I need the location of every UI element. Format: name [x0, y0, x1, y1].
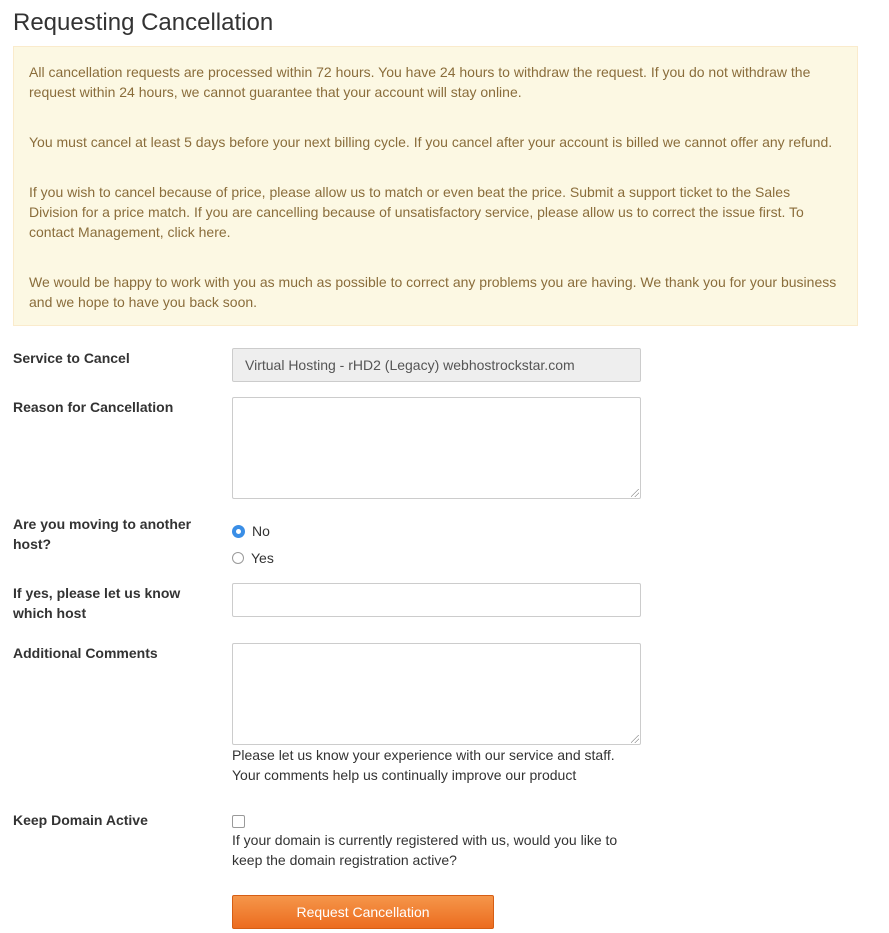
- service-label: Service to Cancel: [13, 350, 130, 366]
- comments-textarea[interactable]: [232, 643, 641, 745]
- keep-domain-checkbox[interactable]: [232, 815, 245, 828]
- which-host-label: If yes, please let us know which host: [13, 585, 181, 621]
- notice-paragraph-billing: You must cancel at least 5 days before your next billing cycle. If you cancel after your account is billed we cannot offer any refund.: [29, 134, 833, 150]
- radio-label-no: No: [252, 523, 270, 539]
- keep-domain-help-text: [232, 830, 652, 870]
- resize-grip-icon[interactable]: [631, 735, 639, 743]
- comments-label: Additional Comments: [13, 645, 158, 661]
- keep-domain-label: Keep Domain Active: [13, 812, 148, 828]
- which-host-input[interactable]: [232, 583, 641, 617]
- request-cancellation-button[interactable]: Request Cancellation: [232, 895, 494, 929]
- moving-host-label: Are you moving to another host?: [13, 516, 192, 552]
- radio-option-no[interactable]: [232, 521, 270, 541]
- comments-help-line-1: Please let us know your experience with our service and staff.: [232, 747, 615, 763]
- service-select[interactable]: Virtual Hosting - rHD2 (Legacy) webhostrockstar.com: [232, 348, 641, 382]
- keep-domain-help-line-2: keep the domain registration active?: [232, 852, 457, 868]
- cancellation-notice: [13, 46, 858, 326]
- radio-option-yes[interactable]: [232, 548, 274, 568]
- notice-paragraph-price-match: If you wish to cancel because of price, please allow us to match or even beat the price. Submit a support ticket to the Sales Division for a price match. If you are cancelling because of unsatisfactory service, please allow us to correct the issue first. To contact Management, click here.: [29, 184, 804, 240]
- reason-label: Reason for Cancellation: [13, 399, 174, 415]
- page-title: Requesting Cancellation: [13, 9, 274, 36]
- notice-paragraph-processing: All cancellation requests are processed within 72 hours. You have 24 hours to withdraw the request. If you do not withdraw the request within 24 hours, we cannot guarantee that your account will stay online.: [29, 64, 811, 100]
- reason-textarea[interactable]: [232, 397, 641, 499]
- radio-label-yes: Yes: [251, 550, 274, 566]
- comments-help-text: [232, 745, 652, 785]
- resize-grip-icon[interactable]: [631, 489, 639, 497]
- radio-unchecked-icon[interactable]: [232, 552, 244, 564]
- notice-paragraph-thanks: We would be happy to work with you as much as possible to correct any problems you are having. We thank you for your business and we hope to have you back soon.: [29, 274, 837, 310]
- keep-domain-help-line-1: If your domain is currently registered with us, would you like to: [232, 832, 618, 848]
- radio-checked-icon[interactable]: [232, 525, 245, 538]
- comments-help-line-2: Your comments help us continually improve our product: [232, 767, 577, 783]
